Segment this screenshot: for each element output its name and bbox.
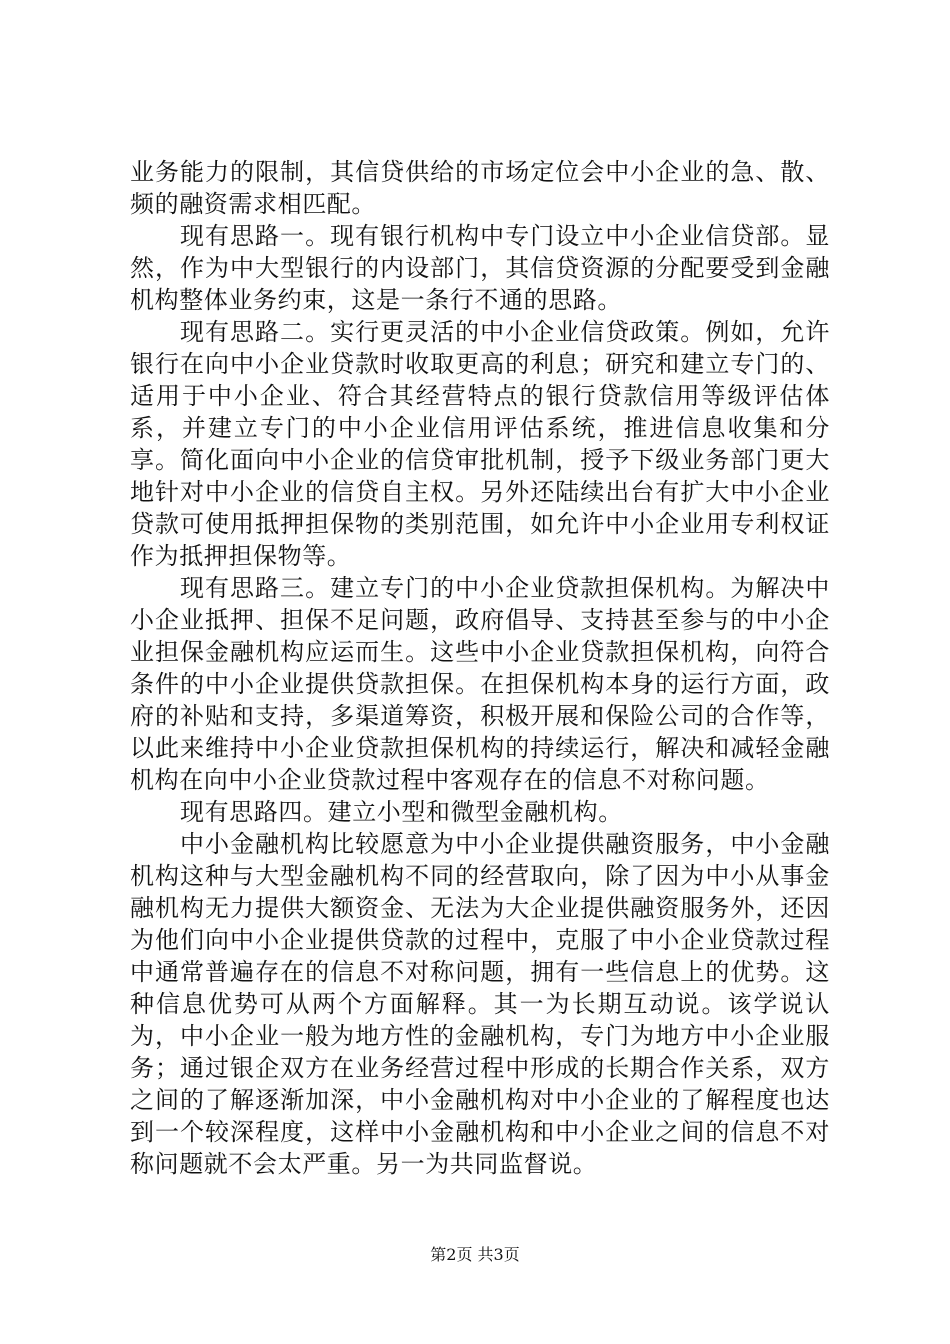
- paragraph-approach-four: 现有思路四。建立小型和微型金融机构。: [180, 798, 623, 826]
- page-footer: 第2页 共3页: [430, 1245, 520, 1264]
- document-body: [130, 156, 830, 1180]
- paragraph-approach-one: 现有思路一。现有银行机构中专门设立中小企业信贷部。显然，作为中大型银行的内设部门，其信贷资源的分配要受到金融机构整体业务约束，这是一条行不通的思路。: [130, 222, 830, 314]
- paragraph-approach-three: 现有思路三。建立专门的中小企业贷款担保机构。为解决中小企业抵押、担保不足问题，政府倡导、支持甚至参与的中小企业担保金融机构应运而生。这些中小企业贷款担保机构，向符合条件的中小企业提供贷款担保。在担保机构本身的运行方面，政府的补贴和支持，多渠道筹资，积极开展和保险公司的合作等，以此来维持中小企业贷款担保机构的持续运行，解决和减轻金融机构在向中小企业贷款过程中客观存在的信息不对称问题。: [130, 574, 830, 794]
- paragraph-continuation: 业务能力的限制，其信贷供给的市场定位会中小企业的急、散、频的融资需求相匹配。: [130, 158, 830, 218]
- paragraph-small-institutions: 中小金融机构比较愿意为中小企业提供融资服务，中小金融机构这种与大型金融机构不同的经营取向，除了因为中小从事金融机构无力提供大额资金、无法为大企业提供融资服务外，还因为他们向中小企业提供贷款的过程中，克服了中小企业贷款过程中通常普遍存在的信息不对称问题，拥有一些信息上的优势。这种信息优势可从两个方面解释。其一为长期互动说。该学说认为，中小企业一般为地方性的金融机构，专门为地方中小企业服务；通过银企双方在业务经营过程中形成的长期合作关系，双方之间的了解逐渐加深，中小金融机构对中小企业的了解程度也达到一个较深程度，这样中小金融机构和中小企业之间的信息不对称问题就不会太严重。另一为共同监督说。: [130, 830, 830, 1178]
- paragraph-approach-two: 现有思路二。实行更灵活的中小企业信贷政策。例如，允许银行在向中小企业贷款时收取更高的利息；研究和建立专门的、适用于中小企业、符合其经营特点的银行贷款信用等级评估体系，并建立专门的中小企业信用评估系统，推进信息收集和分享。简化面向中小企业的信贷审批机制，授予下级业务部门更大地针对中小企业的信贷自主权。另外还陆续出台有扩大中小企业贷款可使用抵押担保物的类别范围，如允许中小企业用专利权证作为抵押担保物等。: [130, 318, 830, 570]
